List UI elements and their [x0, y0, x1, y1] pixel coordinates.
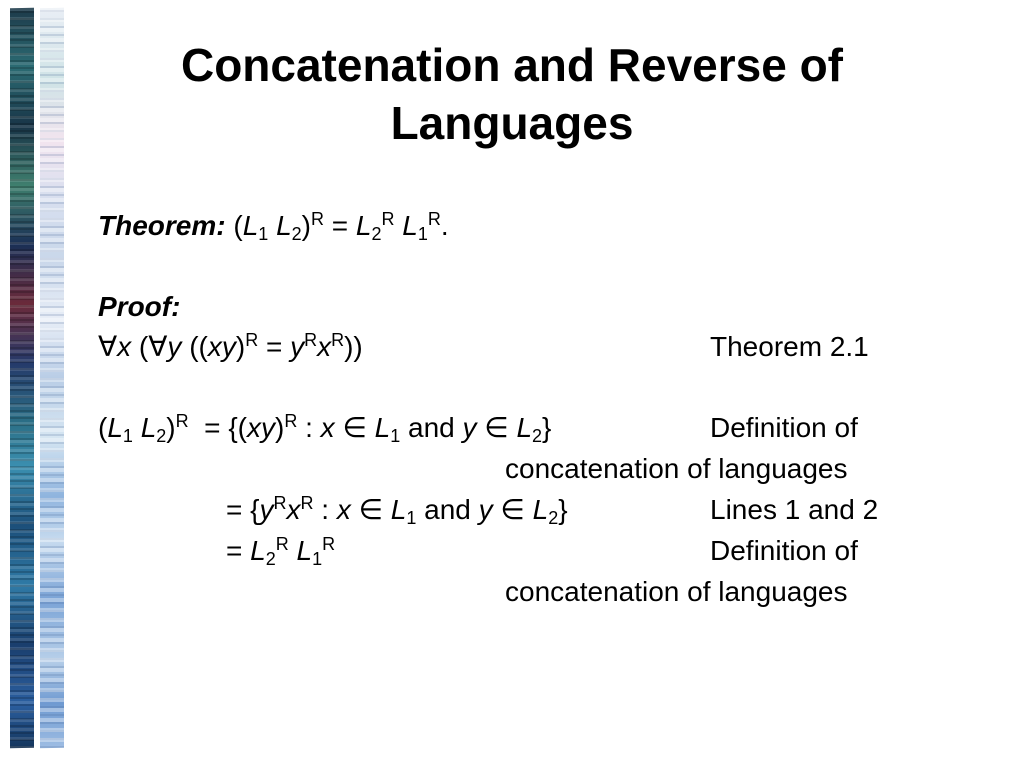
title-line-1: Concatenation and Reverse of	[180, 39, 844, 91]
proof-label-line	[98, 290, 180, 324]
decorative-side-art-light	[40, 8, 64, 748]
forall-justification: Theorem 2.1	[710, 331, 869, 362]
step-1-justification-line-1: Definition of	[710, 412, 858, 443]
proof-label: Proof:	[98, 291, 181, 322]
theorem-line	[98, 209, 449, 243]
step-3-justification-line-1: Definition of	[710, 535, 858, 566]
theorem-label: Theorem:	[98, 210, 226, 241]
proof-step-1: ($L_1$ $L_2)^R = \{(xy)^R$ : x ∈ $L_1$ and y ∈ $L_2$}	[98, 411, 552, 446]
title-line-2: Languages	[390, 97, 634, 149]
slide-title	[100, 36, 924, 152]
step-2-justification: Lines 1 and 2	[710, 494, 879, 525]
step-3-justification-line-2: concatenation of languages	[505, 576, 848, 607]
forall-statement: ∀x (∀y $((xy)^R = y^Rx^R)$)	[98, 330, 363, 362]
proof-step-2: = {$y^Rx^R$ : x ∈ $L_1$ and y ∈ $L_2$}	[226, 493, 568, 528]
step-1-justification-line-2: concatenation of languages	[505, 453, 848, 484]
decorative-side-art-dark	[10, 8, 34, 748]
proof-step-3: = $L_2^R$ $L_1^R$	[226, 534, 336, 569]
theorem-statement: ($L_1$ $L_2)^R = L_2^R$ $L_1^R$.	[233, 209, 449, 244]
